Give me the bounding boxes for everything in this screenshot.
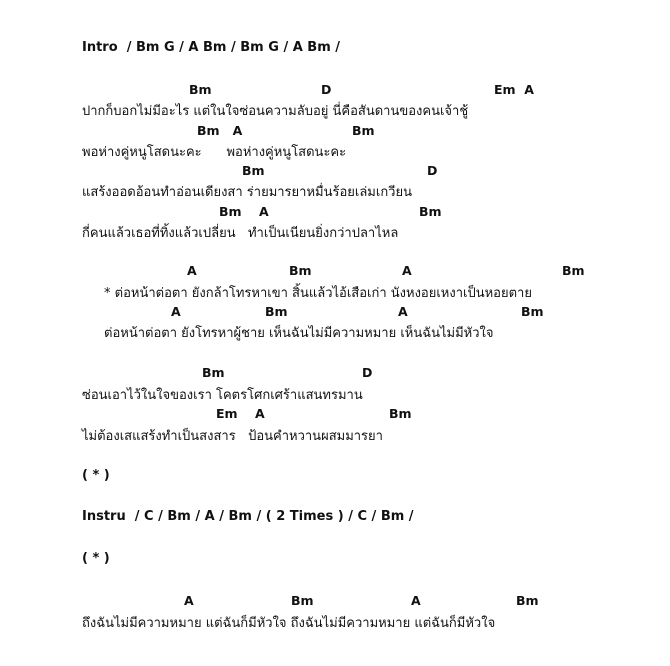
lyric-line: ไม่ต้องเสแสร้งทำเป็นสงสาร ป้อนคำหวานผสมมารยา — [82, 429, 383, 444]
chord: D — [362, 365, 373, 380]
chorus-reference: ( * ) — [82, 551, 110, 566]
lyric-line: แสร้งออดอ้อนทำอ่อนเดียงสา ร่ายมารยาหมื่นร้อยเล่มเกวียน — [82, 185, 412, 200]
chord: A — [187, 263, 197, 278]
chord: A — [171, 304, 181, 319]
chord: D — [321, 82, 332, 97]
chord: Bm — [521, 304, 544, 319]
chord: Bm — [516, 593, 539, 608]
chord: Bm A — [219, 204, 269, 219]
intro-line: Intro / Bm G / A Bm / Bm G / A Bm / — [82, 40, 341, 55]
lyric-line: * ต่อหน้าต่อตา ยังกล้าโทรหาเขา สิ้นแล้วไอ้เสือเก่า นังหงอยเหงาเป็นหอยตาย — [104, 286, 532, 301]
chord: Bm — [265, 304, 288, 319]
chord: A — [398, 304, 408, 319]
chord: Bm — [352, 123, 375, 138]
chord: Bm A — [197, 123, 243, 138]
chord: A — [184, 593, 194, 608]
chord: Bm — [242, 163, 265, 178]
chord: Bm — [289, 263, 312, 278]
chord: A — [402, 263, 412, 278]
chord: A — [411, 593, 421, 608]
lyric-line: พอห่างคู่หนูโสดนะคะ พอห่างคู่หนูโสดนะคะ — [82, 145, 347, 160]
chord: Em A — [494, 82, 534, 97]
chord: Bm — [562, 263, 585, 278]
chord: Bm — [389, 406, 412, 421]
chord: Bm — [189, 82, 212, 97]
chord: Bm — [291, 593, 314, 608]
chord: Bm — [202, 365, 225, 380]
chord: Em A — [216, 406, 265, 421]
chord: Bm — [419, 204, 442, 219]
chorus-reference: ( * ) — [82, 468, 110, 483]
instru-line: Instru / C / Bm / A / Bm / ( 2 Times ) / C / Bm / — [82, 509, 414, 524]
lyric-line: ถึงฉันไม่มีความหมาย แต่ฉันก็มีหัวใจ ถึงฉันไม่มีความหมาย แต่ฉันก็มีหัวใจ — [82, 616, 496, 631]
lyric-line: ต่อหน้าต่อตา ยังโทรหาผู้ชาย เห็นฉันไม่มีความหมาย เห็นฉันไม่มีหัวใจ — [104, 326, 494, 341]
lyric-line: ปากก็บอกไม่มีอะไร แต่ในใจซ่อนความลับอยู่ นี่คือสันดานของคนเจ้าชู้ — [82, 104, 469, 119]
lyric-line: กี่คนแล้วเธอที่ทิ้งแล้วเปลี่ยน ทำเป็นเนียนยิ่งกว่าปลาไหล — [82, 226, 399, 241]
lyric-line: ซ่อนเอาไว้ในใจของเรา โคตรโศกเศร้าแสนทรมาน — [82, 388, 363, 403]
chord: D — [427, 163, 438, 178]
